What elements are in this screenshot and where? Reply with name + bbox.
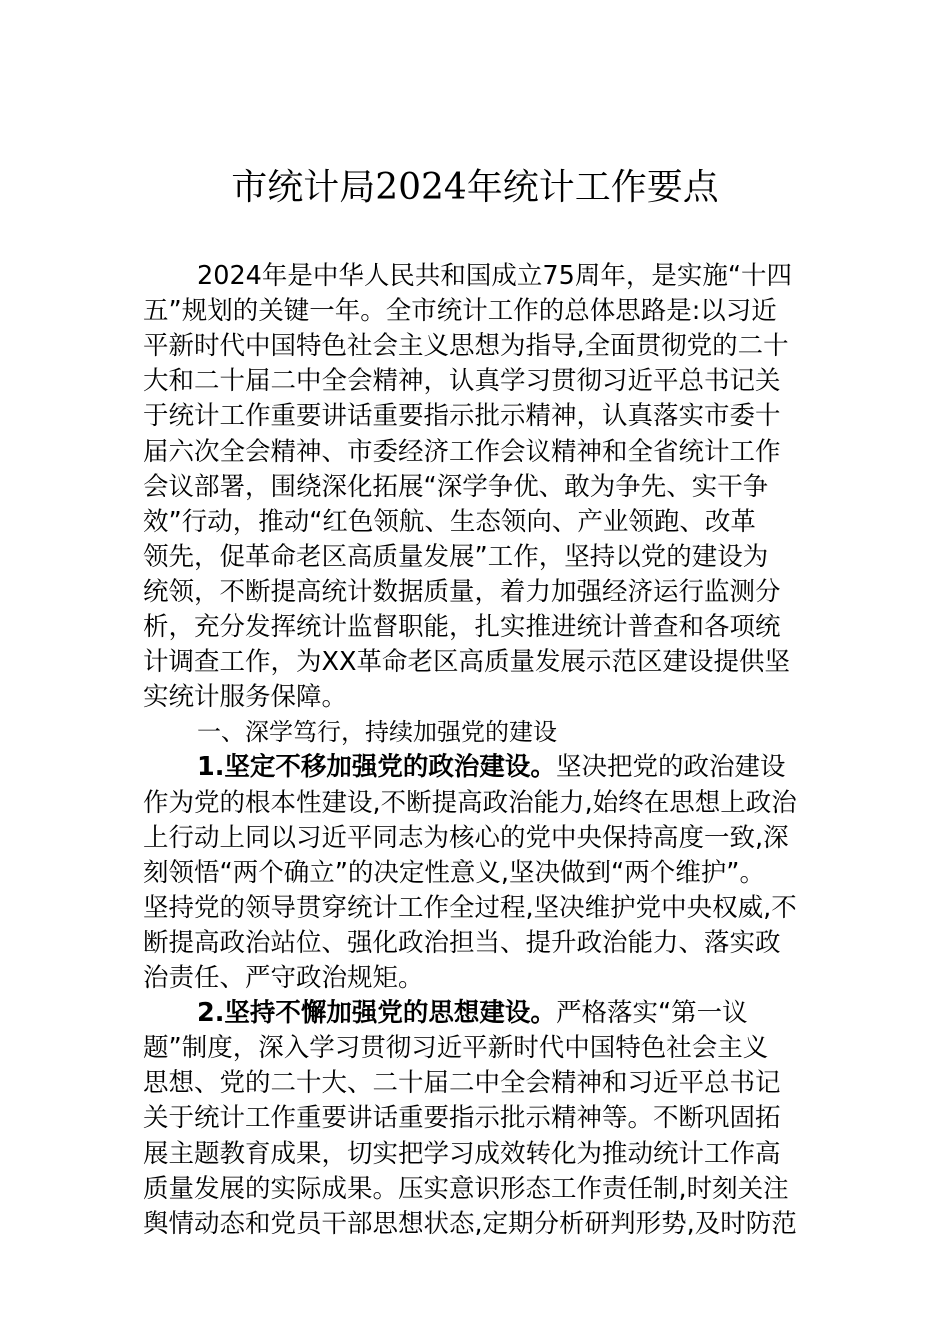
- section-heading: 一、深学笃行，持续加强党的建设: [197, 718, 557, 747]
- item-2-paragraph-line: 舆情动态和党员干部思想状态,定期分析研判形势,及时防范: [143, 1208, 797, 1239]
- intro-paragraph-line: 平新时代中国特色社会主义思想为指导,全面贯彻党的二十: [143, 331, 789, 362]
- document-title: 市统计局2024年统计工作要点: [231, 167, 719, 208]
- item-1-paragraph-line: 坚持党的领导贯穿统计工作全过程,坚决维护党中央权威,不: [143, 892, 797, 923]
- intro-paragraph-line: 会议部署，围绕深化拓展“深学争优、敢为争先、实干争: [143, 471, 769, 502]
- item-2-paragraph-line: 展主题教育成果，切实把学习成效转化为推动统计工作高: [143, 1138, 781, 1169]
- intro-paragraph-line: 五”规划的关键一年。全市统计工作的总体思路是:以习近: [143, 296, 777, 327]
- item-2-first-line: [197, 995, 748, 1031]
- intro-paragraph-line: 届六次全会精神、市委经济工作会议精神和全省统计工作: [143, 436, 781, 467]
- intro-paragraph-line: 领先，促革命老区高质量发展”工作，坚持以党的建设为: [143, 541, 769, 572]
- item-1-paragraph-line: 治责任、严守政治规矩。: [143, 963, 424, 993]
- intro-paragraph-line: 实统计服务保障。: [143, 682, 348, 713]
- item-1-paragraph-line: 作为党的根本性建设,不断提高政治能力,始终在思想上政治: [143, 787, 797, 818]
- item-1-first-line: [197, 749, 785, 785]
- intro-paragraph-line: 2024年是中华人民共和国成立75周年，是实施“十四: [197, 261, 793, 291]
- intro-paragraph-line: 于统计工作重要讲话重要指示批示精神，认真落实市委十: [143, 401, 781, 432]
- item-2-paragraph-line: 题”制度，深入学习贯彻习近平新时代中国特色社会主义: [143, 1033, 769, 1064]
- item-1-paragraph-line: 刻领悟“两个确立”的决定性意义,坚决做到“两个维护”。: [143, 857, 765, 888]
- intro-paragraph-line: 大和二十届二中全会精神，认真学习贯彻习近平总书记关: [143, 366, 781, 397]
- intro-paragraph-line: 析，充分发挥统计监督职能，扎实推进统计普查和各项统: [143, 612, 781, 642]
- item-1-paragraph-line: 上行动上同以习近平同志为核心的党中央保持高度一致,深: [143, 822, 789, 853]
- item-2-paragraph-line: 思想、党的二十大、二十届二中全会精神和习近平总书记: [143, 1068, 781, 1099]
- item-2-paragraph-line: 质量发展的实际成果。压实意识形态工作责任制,时刻关注: [143, 1173, 789, 1204]
- item-text: 严格落实“第一议: [555, 998, 748, 1029]
- item-heading: 1.坚定不移加强党的政治建设。: [197, 752, 556, 783]
- intro-paragraph-line: 统领，不断提高统计数据质量，着力加强经济运行监测分: [143, 576, 781, 607]
- intro-paragraph-line: 计调查工作，为XX革命老区高质量发展示范区建设提供坚: [143, 647, 790, 678]
- item-heading: 2.坚持不懈加强党的思想建设。: [197, 998, 556, 1029]
- intro-paragraph-line: 效”行动，推动“红色领航、生态领向、产业领跑、改革: [143, 506, 756, 537]
- item-1-paragraph-line: 断提高政治站位、强化政治担当、提升政治能力、落实政: [143, 927, 781, 958]
- item-2-paragraph-line: 关于统计工作重要讲话重要指示批示精神等。不断巩固拓: [143, 1103, 781, 1134]
- item-text: 坚决把党的政治建设: [555, 752, 786, 783]
